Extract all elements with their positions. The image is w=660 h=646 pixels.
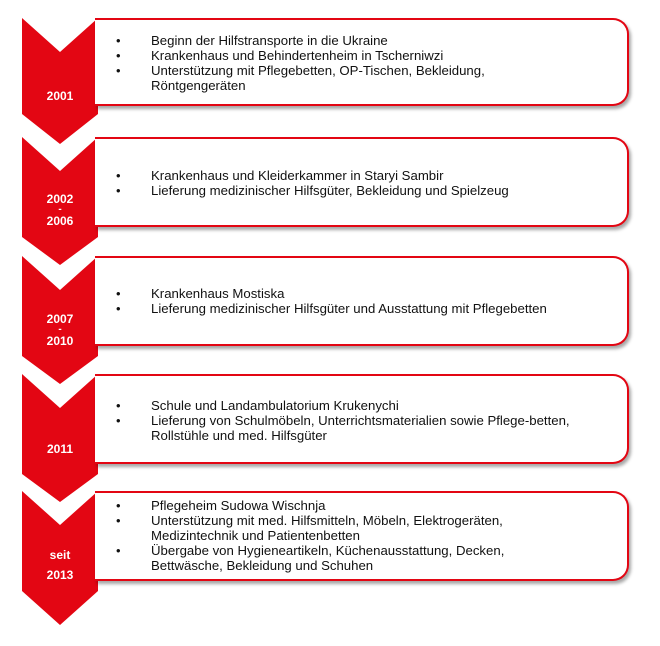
year-label (22, 192, 98, 228)
year-line: 2011 (46, 442, 74, 456)
list-item: • Krankenhaus Mostiska (95, 286, 615, 301)
year-dash: - (58, 324, 62, 335)
year-label (22, 312, 98, 348)
entry-list (95, 286, 615, 316)
year-label (22, 548, 98, 582)
list-item: • Beginn der Hilfstransporte in die Ukraine (95, 33, 615, 48)
year-line: 2013 (46, 568, 74, 582)
list-item: • Unterstützung mit Pflegebetten, OP-Tischen, Bekleidung, Röntgengeräten (95, 63, 615, 93)
year-line: 2010 (46, 334, 74, 348)
list-item: • Krankenhaus und Behindertenheim in Tscherniwzi (95, 48, 615, 63)
year-chevron (0, 18, 100, 148)
list-item: • Pflegeheim Sudowa Wischnja (95, 498, 615, 513)
year-line: 2006 (46, 214, 74, 228)
year-label (22, 442, 98, 456)
year-label (22, 89, 98, 103)
year-line: seit (49, 548, 71, 562)
entry-list (95, 168, 615, 198)
entry-list (95, 498, 615, 573)
year-line: 2007 (46, 312, 74, 326)
list-item: • Lieferung von Schulmöbeln, Unterrichtsmaterialien sowie Pflege-betten, Rollstühle und med. Hilfsgüter (95, 413, 615, 443)
year-line: 2001 (46, 89, 74, 103)
year-line: 2002 (46, 192, 74, 206)
list-item: • Lieferung medizinischer Hilfsgüter, Bekleidung und Spielzeug (95, 183, 615, 198)
list-item: • Übergabe von Hygieneartikeln, Küchenausstattung, Decken, Bettwäsche, Bekleidung und Schuhen (95, 543, 615, 573)
entry-list (95, 33, 615, 93)
year-chevron (0, 374, 100, 506)
list-item: • Lieferung medizinischer Hilfsgüter und Ausstattung mit Pflegebetten (95, 301, 615, 316)
list-item: • Unterstützung mit med. Hilfsmitteln, Möbeln, Elektrogeräten, Medizintechnik und Patientenbetten (95, 513, 615, 543)
year-dash: - (58, 204, 62, 215)
list-item: • Schule und Landambulatorium Krukenychi (95, 398, 615, 413)
list-item: • Krankenhaus und Kleiderkammer in Staryi Sambir (95, 168, 615, 183)
entry-list (95, 398, 615, 443)
